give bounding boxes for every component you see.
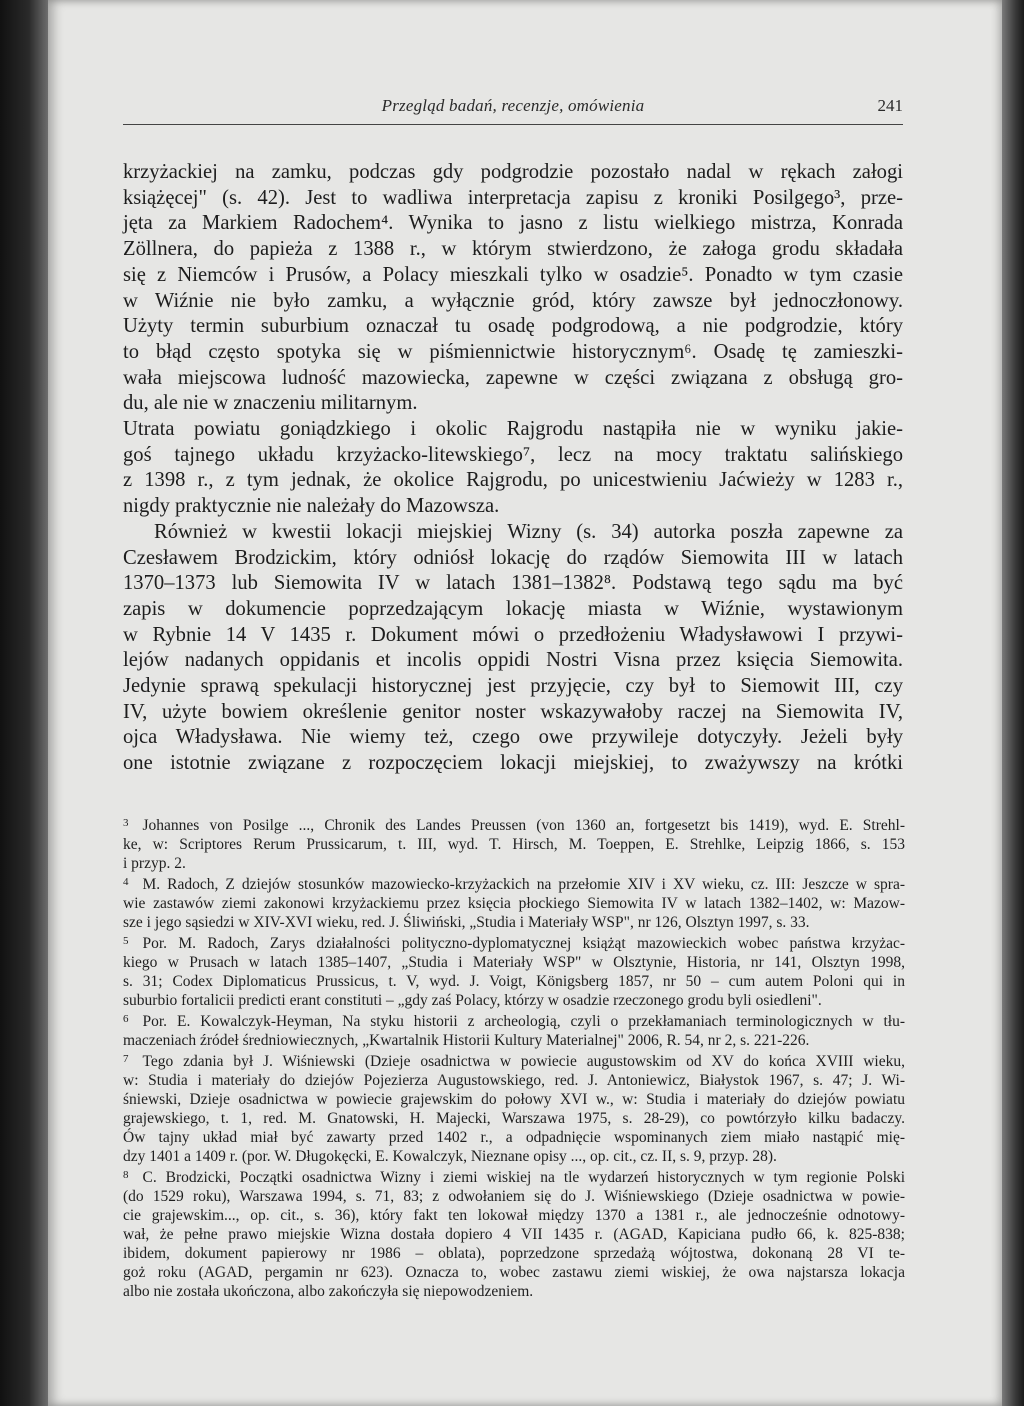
footnote — [123, 873, 905, 932]
footnote-line: $^5$ Por. M. Radoch, Zarys działalności polityczno-dyplomatycznej książąt mazowieckich wobec państwa krzyżac- — [123, 935, 905, 952]
footnote-line: dzy 1401 a 1409 r. (por. W. Długokęcki, E. Kowalczyk, Nieznane opisy ..., op. cit., cz. II, s. 9, przyp. 28). — [123, 1148, 777, 1165]
footnote-line: wał, że pełne prawo miejskie Wizna dostała dopiero 4 VII 1435 r. (AGAD, Kapiciana pudło 66, k. 825-838; — [123, 1226, 905, 1243]
footnote-line: albo nie została ukończona, albo zakończyła się niepowodzeniem. — [123, 1283, 534, 1300]
text-line: du, ale nie w znaczeniu militarnym. — [123, 392, 418, 415]
text-line: one istotnie związane z rozpoczęciem lokacji miejskiej, to zważywszy na krótki — [123, 752, 903, 775]
footnote-number: 8 — [123, 1169, 129, 1181]
text-line: Czesławem Brodzickim, który odniósł lokację do rządów Siemowita III w latach — [123, 546, 903, 569]
footnote-number: 3 — [123, 817, 129, 829]
book-page — [48, 0, 1002, 1406]
footnote-line: grajewskiego, t. 1, red. M. Gnatowski, H. Majecki, Warszawa 1975, s. 28-29), co powtórzyło kilku badaczy. — [123, 1110, 905, 1127]
footnote-line: suburbio fortalicii predicti erant constituti – „gdy zaś Polacy, którzy w osadzie rzeczonego grodu byli osiedleni". — [123, 992, 822, 1009]
main-text — [123, 160, 903, 777]
footnote-line: maczeniach źródeł średniowiecznych, „Kwartalnik Historii Kultury Materialnej" 2006, R. 54, nr 2, s. 221-226. — [123, 1032, 810, 1049]
page-header — [123, 94, 903, 125]
text-line: Zöllnera, do papieża z 1388 r., w którym stwierdzono, że załoga grodu składała — [123, 238, 903, 261]
text-line: wała miejscowa ludność mazowiecka, zapewne w części związana z obsługą gro- — [123, 366, 903, 389]
page-number: 241 — [877, 96, 903, 115]
text-line: to błąd często spotyka się w piśmiennictwie historycznym⁶. Osadę tę zamieszki- — [123, 340, 903, 363]
footnote-number: 4 — [123, 876, 129, 888]
text-line: z 1398 r., z tym jednak, że okolice Rajgrodu, po unicestwieniu Jaćwieży w 1283 r., — [123, 469, 903, 492]
book-gutter-shadow — [0, 0, 48, 1406]
text-line: się z Niemców i Prusów, a Polacy mieszkali tylko w osadzie⁵. Ponadto w tym czasie — [123, 263, 903, 286]
footnote-number: 7 — [123, 1053, 129, 1065]
text-line: lejów nadanych oppidanis et incolis oppidi Nostri Visna przez księcia Siemowita. — [123, 649, 903, 672]
text-line: nigdy praktycznie nie należały do Mazowsza. — [123, 495, 500, 518]
footnote-line: $^8$ C. Brodzicki, Początki osadnictwa Wizny i ziemi wiskiej na tle wydarzeń historycznych w tym regionie Polski — [123, 1169, 905, 1186]
text-line: zapis w dokumencie poprzedzającym lokację miasta w Wiźnie, wystawionym — [123, 597, 903, 620]
footnote-line: Ów tajny układ miał być zawarty przed 1402 r., a odpadnięcie wspominanych ziem miało nastąpić mię- — [123, 1129, 905, 1146]
footnote-line: i przyp. 2. — [123, 855, 186, 872]
text-line: goś tajnego układu krzyżacko-litewskiego⁷, lecz na mocy traktatu salińskiego — [123, 443, 903, 466]
footnote-line: cie grajewskim..., op. cit., s. 36), który fakt ten lokował między 1370 a 1381 r., ale jednocześnie odnotowy- — [123, 1207, 905, 1224]
paragraph — [123, 520, 903, 777]
text-line: Użyty termin suburbium oznaczał tu osadę podgrodową, a nie podgrodzie, który — [123, 315, 903, 338]
footnote-line: w: Studia i materiały do dziejów Pojezierza Augustowskiego, red. J. Antoniewicz, Białystok 1967, s. 47; J. Wi- — [123, 1072, 905, 1089]
footnote-line: kiego w Prusach w latach 1385–1407, „Studia i Materiały WSP" w Olsztynie, Historia, nr 141, Olsztyn 1998, — [123, 954, 905, 971]
footnote — [123, 814, 905, 873]
running-title: Przegląd badań, recenzje, omówienia — [381, 96, 645, 115]
text-line: książęcej" (s. 42). Jest to wadliwa interpretacja zapisu z kroniki Posilgego³, prze- — [123, 186, 903, 209]
text-line: 1370–1373 lub Siemowita IV w latach 1381–1382⁸. Podstawą tego sądu ma być — [123, 572, 903, 595]
footnote-line: goż roku (AGAD, pergamin nr 623). Oznacza to, wobec zastawu ziemi wiskiej, że owa najstarsza lokacja — [123, 1264, 905, 1281]
text-line: w Rybnie 14 V 1435 r. Dokument mówi o przedłożeniu Władysławowi I przywi- — [123, 623, 903, 646]
footnote-line: sze i jego sąsiedzi w XIV-XVI wieku, red. J. Śliwiński, „Studia i Materiały WSP", nr 126, Olsztyn 1997, s. 33. — [123, 914, 810, 931]
book-edge-shadow — [1002, 0, 1024, 1406]
footnote-line: $^4$ M. Radoch, Z dziejów stosunków mazowiecko-krzyżackich na przełomie XIV i XV wieku, cz. III: Jeszcze w spra- — [123, 876, 905, 893]
text-line: w Wiźnie nie było zamku, a wyłącznie gród, który zawsze był jednoczłonowy. — [123, 289, 903, 312]
paragraph — [123, 160, 903, 417]
footnotes — [123, 814, 905, 1301]
footnote — [123, 1166, 905, 1301]
footnote-line: ke, w: Scriptores Rerum Prussicarum, t. III, wyd. T. Hirsch, M. Toeppen, E. Strehlke, Leipzig 1866, s. 153 — [123, 836, 905, 853]
text-line: krzyżackiej na zamku, podczas gdy podgrodzie pozostało nadal w rękach załogi — [123, 161, 903, 183]
footnote-line: wie zastawów ziemi zakonowi krzyżackiemu przez księcia płockiego Siemowita IV w latach 1382–1402, w: Mazow- — [123, 895, 905, 912]
paragraph — [123, 417, 903, 520]
footnote-line: $^7$ Tego zdania był J. Wiśniewski (Dzieje osadnictwa w powiecie augustowskim od XV do końca XVIII wieku, — [123, 1053, 905, 1070]
text-line: Utrata powiatu goniądzkiego i okolic Rajgrodu nastąpiła nie w wyniku jakie- — [123, 418, 903, 441]
footnote — [123, 932, 905, 1010]
text-line: Jedynie sprawą spekulacji historycznej jest przyjęcie, czy był to Siemowit III, czy — [123, 675, 903, 698]
footnote-line: s. 31; Codex Diplomaticus Prussicus, t. V, wyd. J. Voigt, Königsberg 1857, nr 50 – cum autem Poloni qui in — [123, 973, 905, 990]
footnote-number: 6 — [123, 1013, 129, 1025]
footnote-number: 5 — [123, 935, 129, 947]
text-line: ojca Władysława. Nie wiemy też, czego owe przywileje dotyczyły. Jeżeli były — [123, 726, 903, 749]
text-line: jęta za Markiem Radochem⁴. Wynika to jasno z listu wielkiego mistrza, Konrada — [123, 212, 903, 235]
footnote-line: ibidem, dokument papierowy nr 1986 – oblata), poprzedzone sprzedażą wójtostwa, dokonaną 28 VI te- — [123, 1245, 905, 1262]
footnote-line: $^3$ Johannes von Posilge ..., Chronik des Landes Preussen (von 1360 an, fortgesetzt bis 1419), wyd. E. Strehl- — [123, 817, 905, 834]
footnote-line: (do 1529 roku), Warszawa 1994, s. 71, 83; z odwołaniem się do J. Wiśniewskiego (Dzieje osadnictwa w powie- — [123, 1188, 905, 1205]
footnote-line: śniewski, Dzieje osadnictwa w powiecie grajewskim do połowy XVI w., w: Studia i materiały do dziejów powiatu — [123, 1091, 905, 1108]
footnote — [123, 1050, 905, 1166]
text-line: Również w kwestii lokacji miejskiej Wizny (s. 34) autorka poszła zapewne za — [154, 520, 903, 543]
footnote — [123, 1010, 905, 1050]
footnote-line: $^6$ Por. E. Kowalczyk-Heyman, Na styku historii z archeologią, czyli o przekłamaniach terminologicznych w tłu- — [123, 1013, 905, 1030]
text-line: IV, użyte bowiem określenie genitor noster wskazywałoby raczej na Siemowita IV, — [123, 700, 903, 723]
